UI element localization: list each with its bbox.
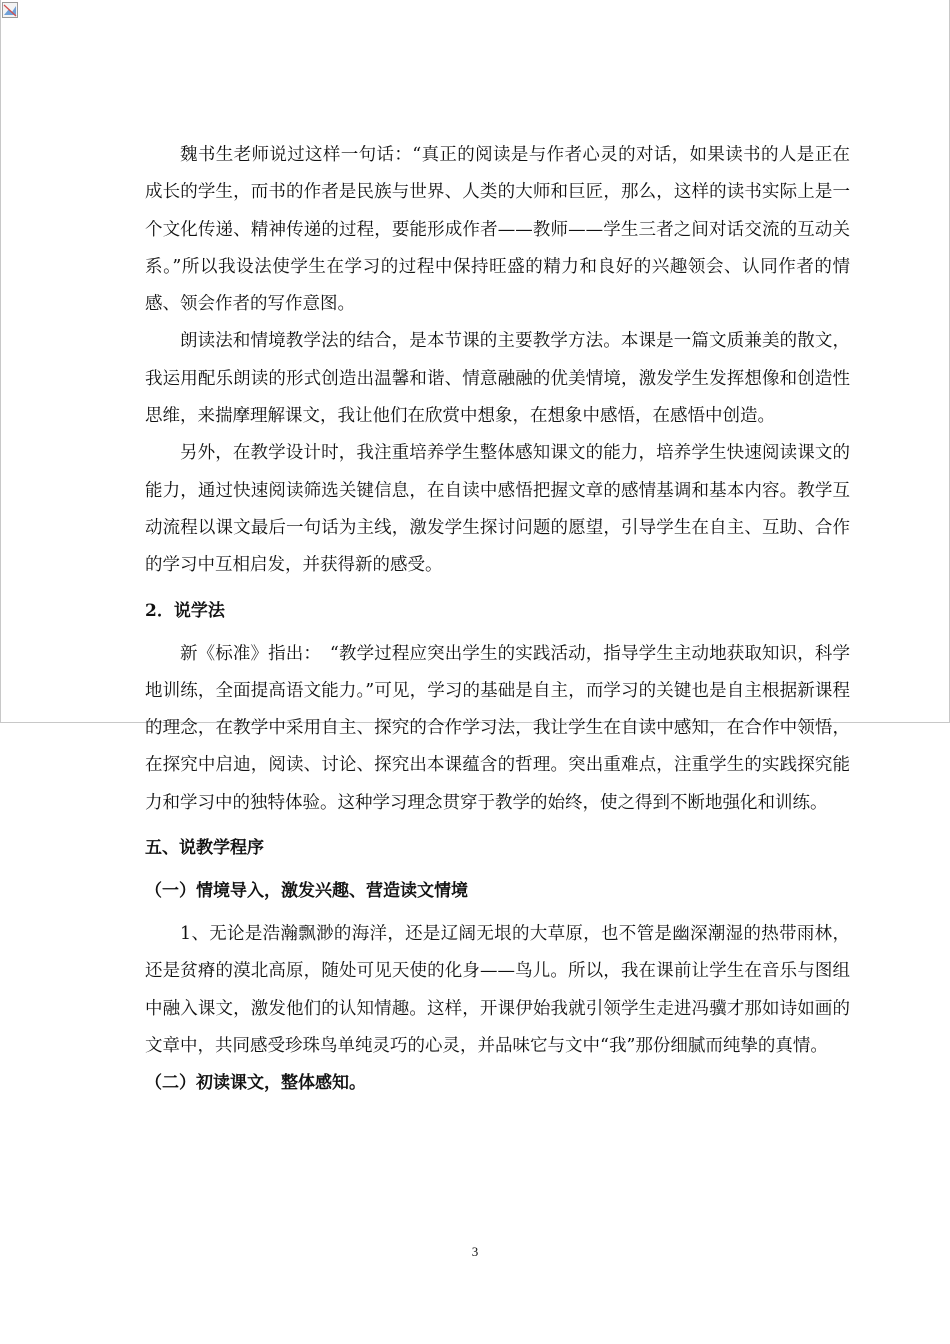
- heading-first-reading: （二）初读课文，整体感知。: [145, 1073, 366, 1094]
- paragraph-birds-intro: 1、无论是浩瀚飘渺的海洋，还是辽阔无垠的大草原，也不管是幽深潮湿的热带雨林，还是贫瘠的漠北高原，随处可见天使的化身——鸟儿。所以，我在课前让学生在音乐与图组中融入课文，激发他们的认知情趣。这样，开课伊始我就引领学生走进冯骥才那如诗如画的文章中，共同感受珍珠鸟单纯灵巧的心灵，并品味它与文中“我”那份细腻而纯挚的真情。: [145, 924, 850, 1056]
- heading-learning-method: 2．说学法: [145, 600, 225, 621]
- paragraph-wei-shusheng-quote: 魏书生老师说过这样一句话：“真正的阅读是与作者心灵的对话，如果读书的人是正在成长的学生，而书的作者是民族与世界、人类的大师和巨匠，那么，这样的读书实际上是一个文化传递、精神传递的过程，要能形成作者——教师——学生三者之间对话交流的互动关系。”所以我设法使学生在学习的过程中保持旺盛的精力和良好的兴趣领会、认同作者的情感、领会作者的写作意图。: [145, 145, 850, 315]
- document-body: [145, 137, 850, 1102]
- broken-image-icon: [2, 2, 18, 18]
- paragraph-reading-method: 朗读法和情境教学法的结合，是本节课的主要教学方法。本课是一篇文质兼美的散文，我运用配乐朗读的形式创造出温馨和谐、情意融融的优美情境，激发学生发挥想像和创造性思维，来揣摩理解课文，我让他们在欣赏中想象，在想象中感悟，在感悟中创造。: [145, 331, 850, 427]
- heading-situation-introduction: （一）情境导入，激发兴趣、营造读文情境: [145, 881, 468, 902]
- heading-teaching-procedure: 五、说教学程序: [145, 838, 264, 859]
- paragraph-standard-quote: 新《标准》指出： “教学过程应突出学生的实践活动，指导学生主动地获取知识，科学地训练，全面提高语文能力。”可见，学习的基础是自主，而学习的关键也是自主根据新课程的理念，在教学中采用自主、探究的合作学习法，我让学生在自读中感知，在合作中领悟，在探究中启迪，阅读、讨论、探究出本课蕴含的哲理。突出重难点，注重学生的实践探究能力和学习中的独特体验。这种学习理念贯穿于教学的始终，使之得到不断地强化和训练。: [145, 643, 850, 813]
- page-number: 3: [471, 1244, 479, 1259]
- paragraph-teaching-design: 另外，在教学设计时，我注重培养学生整体感知课文的能力，培养学生快速阅读课文的能力，通过快速阅读筛选关键信息，在自读中感悟把握文章的感情基调和基本内容。教学互动流程以课文最后一句话为主线，激发学生探讨问题的愿望，引导学生在自主、互助、合作的学习中互相启发，并获得新的感受。: [145, 443, 850, 576]
